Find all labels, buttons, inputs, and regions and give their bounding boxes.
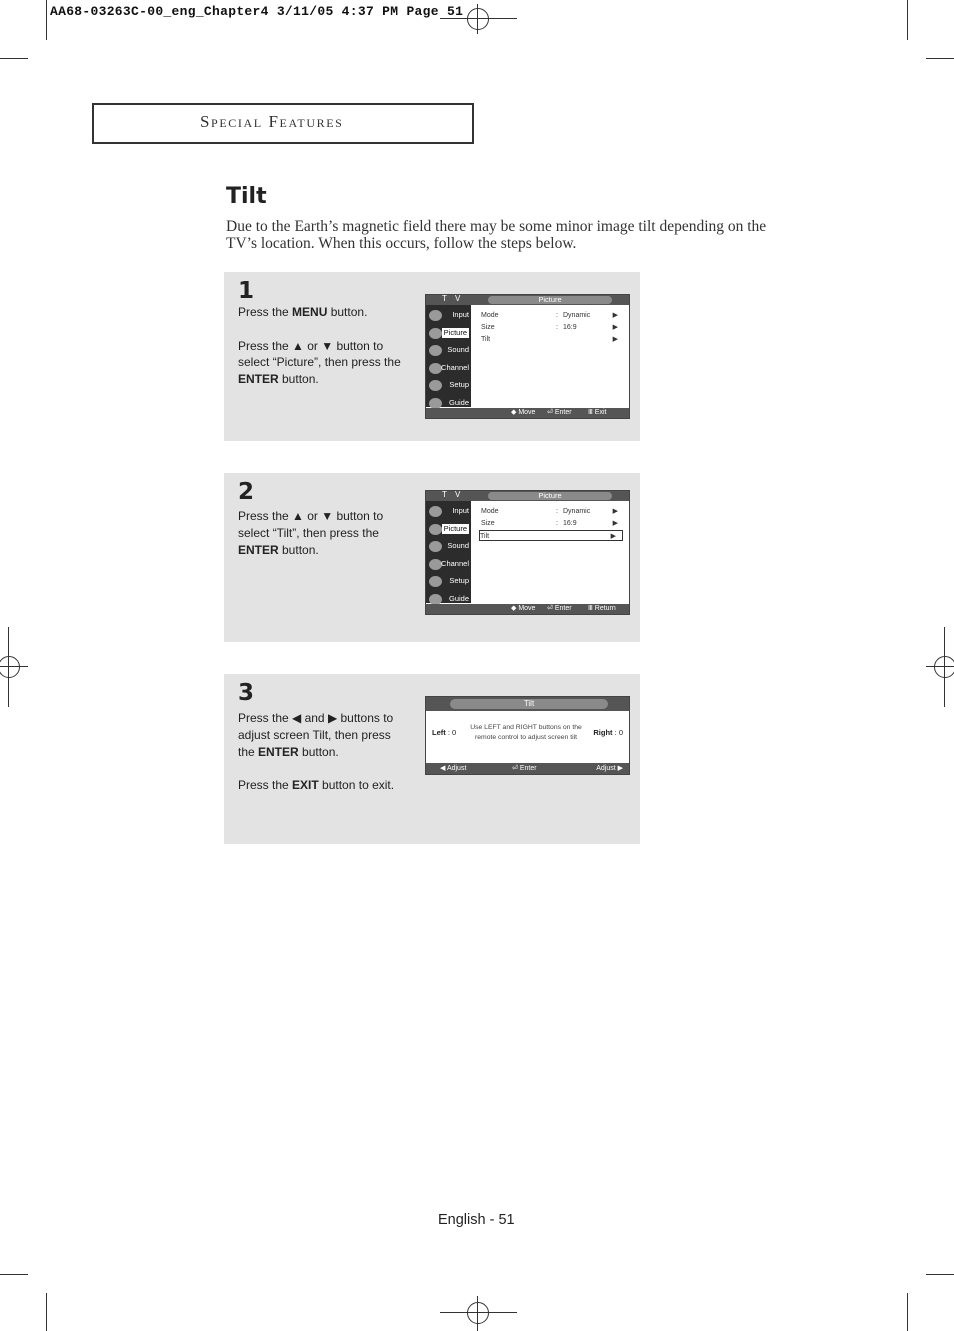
osd-bottom-bar — [426, 408, 629, 418]
step-paragraph: Press the ▲ or ▼ button to select “Picture”, then press the ENTER button. — [238, 338, 401, 387]
osd-hint-return: Ⅲ Return — [588, 605, 616, 612]
osd-sidebar-item-picture — [426, 521, 471, 537]
osd-top-bar — [426, 491, 629, 501]
osd-sidebar-item-channel — [426, 556, 471, 572]
crop-mark — [46, 0, 47, 40]
adjust-left-hint: ◀ Adjust — [440, 765, 467, 772]
enter-hint: ⏎ Enter — [512, 765, 537, 772]
crop-mark — [907, 1293, 908, 1331]
osd-sidebar-label: Guide — [448, 593, 469, 603]
tilt-title: Tilt — [450, 699, 608, 709]
osd-sidebar-label: Guide — [448, 397, 469, 407]
registration-mark — [0, 656, 20, 678]
step-paragraph: Press the ◀ and ▶ buttons to adjust screen Tilt, then press the ENTER button. — [238, 711, 394, 759]
step-number: 1 — [238, 278, 255, 304]
osd-sidebar-item-input — [426, 503, 471, 519]
setup-icon — [429, 576, 442, 587]
registration-mark — [467, 1302, 489, 1324]
tv-menu-screen — [425, 490, 630, 615]
osd-row-mode: Mode : Dynamic ▶ — [481, 312, 618, 319]
step-text — [238, 508, 408, 558]
step-3-panel — [224, 674, 640, 844]
osd-tv-label: T V — [442, 490, 464, 499]
step-text — [238, 710, 408, 794]
tv-menu-screen — [425, 294, 630, 419]
enter-icon: ⏎ — [547, 605, 553, 612]
move-icon: ◆ — [511, 605, 517, 612]
osd-sidebar-item-sound — [426, 342, 471, 358]
crop-mark — [926, 1274, 954, 1275]
osd-row-size: Size : 16:9 ▶ — [481, 324, 618, 331]
osd-sidebar-item-channel — [426, 360, 471, 376]
arrow-right-icon: ▶ — [612, 520, 618, 527]
step-number: 2 — [238, 479, 255, 505]
crop-mark — [0, 1274, 28, 1275]
arrow-right-icon: ▶ — [612, 324, 618, 331]
osd-sidebar — [426, 501, 471, 603]
step-text — [238, 304, 408, 388]
tilt-left-readout: Left : 0 — [432, 728, 457, 737]
tilt-instructions: Use LEFT and RIGHT buttons on the remote control to adjust screen tilt — [470, 724, 582, 741]
step-number: 3 — [238, 680, 255, 706]
osd-hint-exit: Ⅲ Exit — [588, 409, 607, 416]
osd-sidebar — [426, 305, 471, 407]
setup-icon — [429, 380, 442, 391]
registration-mark — [934, 656, 954, 678]
osd-row-tilt: Tilt ▶ — [481, 336, 618, 343]
osd-row-size: Size : 16:9 ▶ — [481, 520, 618, 527]
picture-icon — [429, 524, 442, 535]
channel-icon — [429, 559, 442, 570]
page-title: Tilt — [226, 184, 267, 209]
osd-sidebar-label: Sound — [447, 541, 469, 550]
guide-icon — [429, 398, 442, 409]
input-icon — [429, 506, 442, 517]
step-paragraph: Press the EXIT button to exit. — [238, 778, 395, 793]
osd-hint-enter: ⏎ Enter — [547, 605, 572, 612]
osd-sidebar-label: Picture — [443, 327, 467, 337]
osd-hint-move: ◆ Move — [511, 605, 536, 612]
osd-hint-enter: ⏎ Enter — [547, 409, 572, 416]
crop-mark — [0, 58, 28, 59]
arrow-right-icon: ▶ — [612, 508, 618, 515]
crop-mark — [46, 1293, 47, 1331]
step-2-panel — [224, 473, 640, 642]
osd-sidebar-item-sound — [426, 538, 471, 554]
arrow-right-icon: ▶ — [612, 312, 618, 319]
osd-sidebar-label: Setup — [449, 380, 469, 389]
menu-icon: Ⅲ — [588, 409, 593, 416]
menu-icon: Ⅲ — [588, 605, 593, 612]
osd-sidebar-label: Sound — [447, 345, 469, 354]
input-icon — [429, 310, 442, 321]
step-paragraph: Press the MENU button. — [238, 305, 368, 319]
osd-sidebar-item-input — [426, 307, 471, 323]
channel-icon — [429, 363, 442, 374]
tilt-adjust-screen — [425, 696, 630, 775]
osd-sidebar-item-picture — [426, 325, 471, 341]
intro-paragraph: Due to the Earth’s magnetic field there may be some minor image tilt depending on the TV’s location. When this occurs, follow the steps below. — [226, 218, 767, 252]
osd-tv-label: T V — [442, 294, 464, 303]
osd-sidebar-label: Input — [452, 506, 469, 515]
osd-menu-title: Picture — [488, 296, 612, 304]
picture-icon — [429, 328, 442, 339]
page-number: English - 51 — [438, 1212, 515, 1228]
enter-icon: ⏎ — [547, 409, 553, 416]
sound-icon — [429, 345, 442, 356]
osd-menu-title: Picture — [488, 492, 612, 500]
adjust-right-hint: Adjust ▶ — [596, 765, 623, 772]
osd-bottom-bar — [426, 604, 629, 614]
move-icon: ◆ — [511, 409, 517, 416]
osd-hint-move: ◆ Move — [511, 409, 536, 416]
crop-mark — [907, 0, 908, 40]
print-slug: AA68-03263C-00_eng_Chapter4 3/11/05 4:37 PM Page 51 — [50, 4, 464, 19]
osd-sidebar-label: Input — [452, 310, 469, 319]
osd-sidebar-item-setup — [426, 377, 471, 393]
arrow-right-icon: ▶ — [612, 336, 618, 343]
guide-icon — [429, 594, 442, 605]
tilt-right-readout: Right : 0 — [593, 728, 623, 737]
osd-row-tilt: Tilt ▶ — [479, 530, 623, 541]
enter-icon: ⏎ — [512, 765, 518, 772]
step-1-panel — [224, 272, 640, 441]
osd-sidebar-item-setup — [426, 573, 471, 589]
section-title: Special Features — [200, 112, 344, 131]
step-paragraph: Press the ▲ or ▼ button to select “Tilt”, then press the ENTER button. — [238, 509, 384, 557]
osd-sidebar-label: Picture — [443, 523, 467, 533]
osd-top-bar — [426, 295, 629, 305]
crop-mark — [926, 58, 954, 59]
osd-sidebar-label: Channel — [441, 362, 469, 372]
registration-mark — [467, 8, 489, 30]
osd-sidebar-label: Setup — [449, 576, 469, 585]
osd-row-mode: Mode : Dynamic ▶ — [481, 508, 618, 515]
arrow-right-icon: ▶ — [610, 533, 616, 540]
osd-sidebar-label: Channel — [441, 558, 469, 568]
sound-icon — [429, 541, 442, 552]
